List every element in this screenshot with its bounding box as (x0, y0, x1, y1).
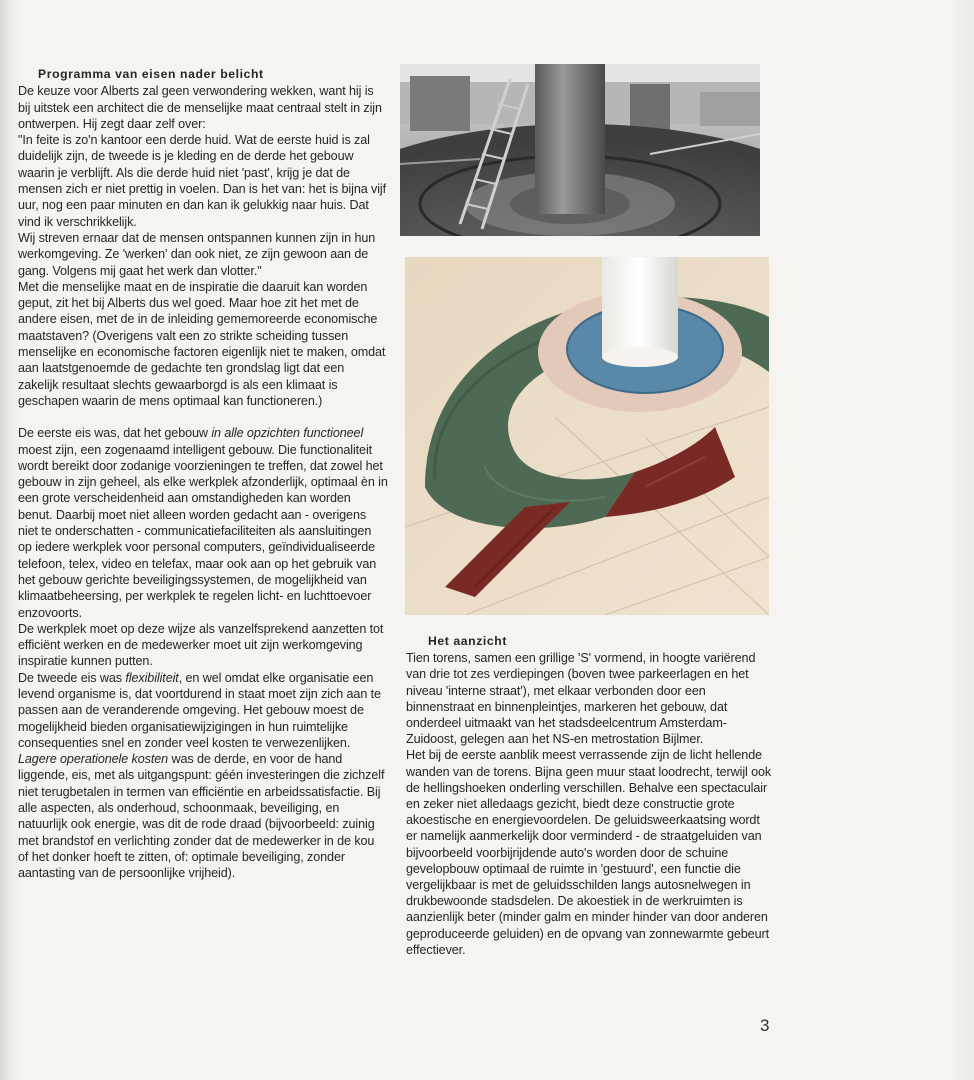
text-run: De eerste eis was, dat het gebouw (18, 426, 212, 441)
section-heading-requirements: Programma van eisen nader belicht (38, 67, 264, 81)
right-column (406, 633, 772, 958)
photo-construction-drawing (400, 64, 760, 236)
photo-marble-floor-drawing (405, 257, 769, 615)
emphasis-functional: in alle opzichten functioneel (211, 426, 364, 441)
paragraph-intro: De keuze voor Alberts zal geen verwondering wekken, want hij is bij uitstek een architect die de menselijke maat centraal stelt in zijn ontwerpen. Hij zegt daar zelf over: (18, 84, 382, 131)
paragraph-sloping-walls: Het bij de eerste aanblik meest verrassende zijn de licht hellende wanden van de torens. Bijna geen muur staat loodrecht, terwijl ook de hellingshoeken onderling verschillen. Behalve een spectaculair en zeker niet alledaags gezicht, biedt deze constructie grote akoestische en energievoordelen. De geluidsweerkaatsing wordt er namelijk aanmerkelijk door verminderd - de straatgeluiden van bijvoorbeeld voorbijrijdende auto's worden door de schuine gevelopbouw optimaal de ruimte in 'gestuurd', een functie die vergelijkbaar is met de geluidsschilden langs autosnelwegen in drukbewoonde stadsdelen. De akoestiek in de werkruimten is aanzienlijk beter (minder galm en minder hinder van door anderen geproduceerde geluiden) en de opvang van zonnewarmte gebeurt effectiever. (406, 748, 772, 957)
paragraph-first-requirement (18, 425, 388, 621)
photo-marble-floor (405, 257, 769, 615)
text-run: , en wel omdat elke organisatie een levend organisme is, dat voortdurend in staat moet zijn zich aan te passen aan de veranderende omgeving. Het gebouw moest de mogelijkheid bieden organisatiewijzigingen in hun ruimtelijke consequenties snel en zonder veel kosten te verwezenlijken. (18, 670, 381, 750)
paragraph-human-scale: Met die menselijke maat en de inspiratie die daaruit kan worden geput, zit het bij Alberts dus wel goed. Maar hoe zit het met de andere eisen, met de in de inleiding gememoreerde economische maatstaven? (Overigens valt een zo strikte scheiding tussen menselijke en economische factoren eigenlijk niet te maken, omdat aan laatstgenoemde de gedachte ten grondslag ligt dat een zakelijk resultaat slechts gewaarborgd is als een klimaat is geschapen waarin de mens optimaal kan functioneren.) (18, 279, 386, 408)
text-run: moest zijn, een zogenaamd intelligent gebouw. Die functionaliteit wordt bereikt door zodanige voorzieningen te treffen, dat zowel het gebouw in zijn geheel, als elke werkplek afzonderlijk, optimaal èn in een grote verscheidenheid aan omstandigheden kan worden benut. Daarbij moet niet alleen worden gedacht aan - overigens niet te onderschatten - communicatiefaciliteiten als aansluitingen op iedere werkplek voor personal computers, geïndividualiseerde telefoon, telex, video en telefax, maar ook aan op het gebruik van het gebouw gerichte beveiligingssystemen, de mogelijkheid van klimaatbeheersing, per werkplek te regelen licht- en luchttoevoer enzovoorts. (18, 442, 388, 620)
paragraph-second-third-requirement (18, 670, 388, 882)
photo-construction-column (400, 64, 760, 236)
paragraph-gap (18, 409, 388, 425)
emphasis-operational-costs: Lagere operationele kosten (18, 752, 169, 767)
paragraph-towers: Tien torens, samen een grillige 'S' vormend, in hoogte variërend van drie tot zes verdiepingen (boven twee parkeerlagen en het niveau 'interne straat'), met elkaar verbonden door een binnenstraat en binnenpleintjes, markeren het gebouw, dat onderdeel uitmaakt van het stadsdeelcentrum Amsterdam-Zuidoost, gelegen aan het NS-en metrostation Bijlmer. (406, 651, 756, 747)
text-run: was de derde, en voor de hand liggende, eis, met als uitgangspunt: géén investeringen die zichzelf niet terugbetalen in termen van efficiëntie en arbeidssatisfactie. Bij alle aspecten, als onderhoud, schoonmaak, beveiliging, en natuurlijk ook energie, was dit de rode draad (bijvoorbeeld: zuinig met brandstof en verlichting zonder dat de medewerker in de kou of het donker hoeft te zitten, of: optimale beveiliging, zonder aantasting van de persoonlijke vrijheid). (18, 752, 385, 881)
page-number: 3 (760, 1016, 770, 1035)
section-heading-elevation: Het aanzicht (428, 634, 507, 648)
quote-part-2: Wij streven ernaar dat de mensen ontspannen kunnen zijn in hun werkomgeving. Ze 'werken' dan ook niet, ze zijn gewoon aan de gang. Volgens mij gaat het werk dan vlotter." (18, 230, 376, 278)
left-column (18, 66, 388, 882)
emphasis-flexibility: flexibiliteit (125, 670, 179, 685)
quote-part-1: "In feite is zo'n kantoor een derde huid. Wat de eerste huid is zal duidelijk zijn, de tweede is je kleding en de derde het gebouw waarin je verblijft. Als die derde huid niet 'past', krijg je dat de mensen zich er niet prettig in voelen. Dan is het van: het is bijna vijf uur, nog een paar minuten en dan kan ik gelukkig naar huis. Dat vind ik verschrikkelijk. (18, 133, 387, 229)
text-run: De tweede eis was (18, 670, 126, 685)
paragraph-workplace: De werkplek moet op deze wijze als vanzelfsprekend aanzetten tot efficiënt werken en de medewerker moet uit zijn werkomgeving inspiratie kunnen putten. (18, 621, 384, 669)
